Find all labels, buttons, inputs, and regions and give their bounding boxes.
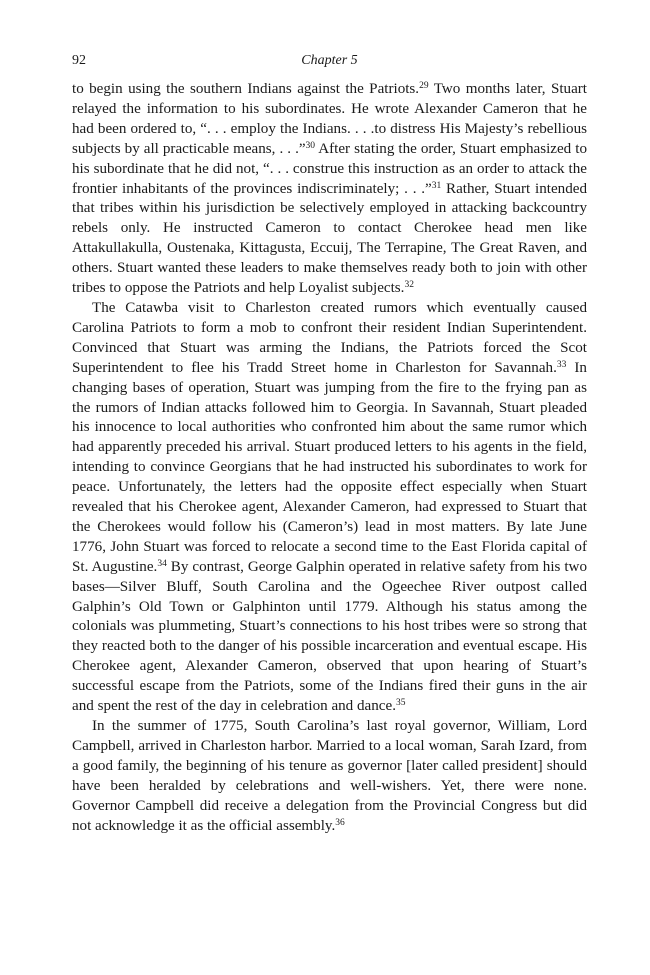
paragraph-text: Rather, Stuart intended that tribes within his jurisdiction be selectively employed in attacking backcountry rebels only. He instructed Cameron to contact Cherokee head men like Attakullakulla, Oustenaka, Kittagusta, Eccuij, The Terrapine, The Great Raven, and others. Stuart wanted these leaders to make themselves ready both to join with other tribes to oppose the Patriots and help Loyalist subjects. bbox=[72, 180, 588, 297]
footnote-reference: 33 bbox=[556, 359, 567, 370]
footnote-reference: 34 bbox=[157, 558, 167, 569]
footnote-reference: 32 bbox=[404, 280, 414, 291]
paragraph bbox=[72, 80, 587, 299]
paragraph-text: The Catawba visit to Charleston created rumors which eventually caused Carolina Patriots to form a mob to confront their resident Indian Superintendent. Convinced that Stuart was arming the Indians, the Patriots forced the Scot Superintendent to flee his Tradd Street home in Charleston for Savannah. bbox=[72, 299, 587, 376]
paragraph-text: to begin using the southern Indians against the Patriots. bbox=[72, 81, 420, 97]
footnote-reference: 35 bbox=[395, 698, 406, 709]
paragraph-text: By contrast, George Galphin operated in relative safety from his two bases—Silver Bluff, South Carolina and the Ogeechee River outpost called Galphin’s Old Town or Galphinton until 1779. Although his status among the colonials was plummeting, Stuart’s connections to his host tribes were so strong that they reacted both to the danger of his possible incarceration and eventual escape. His Cherokee agent, Alexander Cameron, observed that upon hearing of Stuart’s successful escape from the Patriots, some of the Indians fired their guns in the air and spent the rest of the day in celebration and dance. bbox=[72, 558, 587, 715]
paragraph-text: In changing bases of operation, Stuart was jumping from the fire to the frying pan as the rumors of Indian attacks followed him to Georgia. In Savannah, Stuart pleaded his innocence to local authorities who confronted him about the same rumor which had apparently preceded his arrival. Stuart produced letters to his agents in the field, intending to convince Georgians that he had instructed his subordinates to work for peace. Unfortunately, the letters had the opposite effect especially when Stuart revealed that his Cherokee agent, Alexander Cameron, had expressed to Stuart that the Cherokees would follow his (Cameron’s) lead in most matters. By late June 1776, John Stuart was forced to relocate a second time to the East Florida capital of St. Augustine. bbox=[72, 359, 587, 575]
paragraph-text: After stating the order, Stuart emphasized to his subordinate that he did not, “. . . construe this instruction as an order to attack the frontier inhabitants of the provinces indiscriminately; . . .” bbox=[72, 140, 587, 197]
paragraph bbox=[72, 717, 587, 836]
body-text bbox=[72, 80, 587, 836]
page-number: 92 bbox=[72, 53, 86, 68]
paragraph-text: Two months later, Stuart relayed the information to his subordinates. He wrote Alexander Cameron that he had been ordered to, “. . . employ the Indians. . . .to distress His Majesty’s rebellious subjects by all practicable means, . . .” bbox=[72, 81, 587, 157]
footnote-reference: 29 bbox=[419, 81, 429, 91]
footnote-reference: 31 bbox=[431, 180, 442, 191]
paragraph bbox=[72, 299, 587, 717]
footnote-reference: 36 bbox=[335, 817, 345, 828]
footnote-reference: 30 bbox=[305, 140, 316, 151]
running-head: Chapter 5 bbox=[301, 53, 358, 68]
paragraph-text: In the summer of 1775, South Carolina’s last royal governor, William, Lord Campbell, arrived in Charleston harbor. Married to a local woman, Sarah Izard, from a good family, the beginning of his tenure as governor [later called president] should have been heralded by celebrations and well-wishers. Yet, there were none. Governor Campbell did receive a delegation from the Provincial Congress but did not acknowledge it as the official assembly. bbox=[72, 718, 587, 834]
page-header bbox=[72, 53, 587, 73]
